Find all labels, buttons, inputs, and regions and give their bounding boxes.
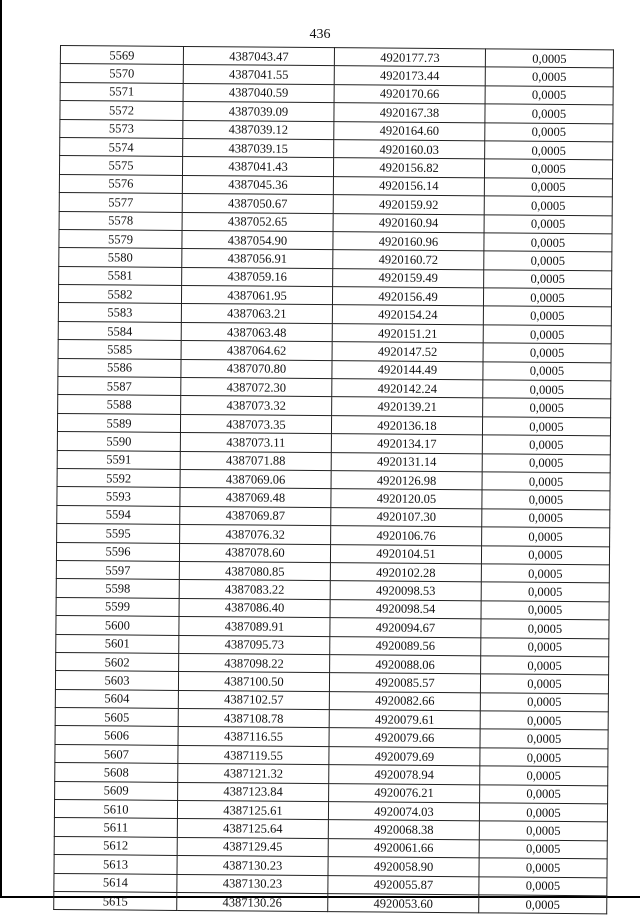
x-coordinate-cell: 4387083.22	[179, 580, 330, 600]
x-coordinate-cell: 4387125.61	[177, 800, 328, 820]
y-coordinate-cell: 4920098.53	[330, 581, 481, 601]
tolerance-cell: 0,0005	[485, 49, 613, 68]
point-number-cell: 5615	[54, 891, 177, 910]
point-number-cell: 5577	[59, 193, 182, 212]
tolerance-cell: 0,0005	[483, 398, 611, 417]
y-coordinate-cell: 4920160.03	[334, 140, 485, 160]
y-coordinate-cell: 4920068.38	[328, 820, 479, 840]
x-coordinate-cell: 4387129.45	[177, 837, 328, 857]
x-coordinate-cell: 4387073.32	[181, 396, 332, 416]
tolerance-cell: 0,0005	[482, 453, 610, 472]
y-coordinate-cell: 4920151.21	[332, 324, 483, 344]
y-coordinate-cell: 4920089.56	[330, 636, 481, 656]
y-coordinate-cell: 4920102.28	[330, 563, 481, 583]
tolerance-cell: 0,0005	[483, 325, 611, 344]
point-number-cell: 5590	[57, 432, 180, 451]
point-number-cell: 5593	[57, 487, 180, 506]
x-coordinate-cell: 4387119.55	[178, 745, 329, 765]
y-coordinate-cell: 4920088.06	[330, 655, 481, 675]
x-coordinate-cell: 4387040.59	[183, 83, 334, 103]
point-number-cell: 5609	[55, 781, 178, 800]
point-number-cell: 5605	[55, 708, 178, 727]
tolerance-cell: 0,0005	[485, 86, 613, 105]
point-number-cell: 5572	[60, 101, 183, 120]
point-number-cell: 5578	[59, 211, 182, 230]
point-number-cell: 5569	[60, 46, 183, 65]
y-coordinate-cell: 4920082.66	[329, 691, 480, 711]
point-number-cell: 5597	[56, 560, 179, 579]
y-coordinate-cell: 4920144.49	[332, 360, 483, 380]
x-coordinate-cell: 4387076.32	[180, 525, 331, 545]
y-coordinate-cell: 4920120.05	[331, 489, 482, 509]
x-coordinate-cell: 4387071.88	[180, 451, 331, 471]
x-coordinate-cell: 4387050.67	[182, 194, 333, 214]
tolerance-cell: 0,0005	[484, 233, 612, 252]
point-number-cell: 5598	[56, 579, 179, 598]
x-coordinate-cell: 4387095.73	[179, 635, 330, 655]
y-coordinate-cell: 4920156.14	[333, 176, 484, 196]
tolerance-cell: 0,0005	[480, 748, 608, 767]
tolerance-cell: 0,0005	[481, 656, 609, 675]
x-coordinate-cell: 4387041.43	[182, 157, 333, 177]
point-number-cell: 5582	[58, 285, 181, 304]
y-coordinate-cell: 4920147.52	[332, 342, 483, 362]
y-coordinate-cell: 4920098.54	[330, 599, 481, 619]
tolerance-cell: 0,0005	[485, 104, 613, 123]
y-coordinate-cell: 4920058.90	[328, 857, 479, 877]
tolerance-cell: 0,0005	[481, 582, 609, 601]
point-number-cell: 5608	[55, 763, 178, 782]
point-number-cell: 5574	[60, 137, 183, 156]
point-number-cell: 5580	[59, 248, 182, 267]
point-number-cell: 5587	[58, 377, 181, 396]
x-coordinate-cell: 4387070.80	[181, 359, 332, 379]
x-coordinate-cell: 4387121.32	[178, 764, 329, 784]
x-coordinate-cell: 4387108.78	[178, 709, 329, 729]
x-coordinate-cell: 4387059.16	[182, 267, 333, 287]
tolerance-cell: 0,0005	[480, 674, 608, 693]
tolerance-cell: 0,0005	[479, 858, 607, 877]
x-coordinate-cell: 4387072.30	[181, 377, 332, 397]
y-coordinate-cell: 4920076.21	[329, 783, 480, 803]
tolerance-cell: 0,0005	[484, 270, 612, 289]
x-coordinate-cell: 4387063.21	[181, 304, 332, 324]
tolerance-cell: 0,0005	[482, 435, 610, 454]
x-coordinate-cell: 4387130.23	[177, 856, 328, 876]
point-number-cell: 5594	[57, 505, 180, 524]
y-coordinate-cell: 4920173.44	[334, 66, 485, 86]
y-coordinate-cell: 4920159.92	[333, 195, 484, 215]
y-coordinate-cell: 4920160.96	[333, 232, 484, 252]
tolerance-cell: 0,0005	[485, 141, 613, 160]
tolerance-cell: 0,0005	[479, 821, 607, 840]
table-row	[54, 891, 607, 914]
y-coordinate-cell: 4920160.72	[333, 250, 484, 270]
tolerance-cell: 0,0005	[480, 729, 608, 748]
x-coordinate-cell: 4387098.22	[179, 653, 330, 673]
y-coordinate-cell: 4920156.82	[333, 158, 484, 178]
y-coordinate-cell: 4920074.03	[328, 802, 479, 822]
point-number-cell: 5611	[54, 818, 177, 837]
x-coordinate-cell: 4387043.47	[183, 46, 334, 66]
point-number-cell: 5570	[60, 64, 183, 83]
x-coordinate-cell: 4387063.48	[181, 322, 332, 342]
tolerance-cell: 0,0005	[484, 196, 612, 215]
point-number-cell: 5595	[57, 524, 180, 543]
x-coordinate-cell: 4387069.06	[180, 469, 331, 489]
point-number-cell: 5589	[57, 413, 180, 432]
tolerance-cell: 0,0005	[479, 803, 607, 822]
point-number-cell: 5588	[58, 395, 181, 414]
tolerance-cell: 0,0005	[481, 601, 609, 620]
x-coordinate-cell: 4387102.57	[178, 690, 329, 710]
x-coordinate-cell: 4387039.12	[183, 120, 334, 140]
x-coordinate-cell: 4387069.48	[180, 488, 331, 508]
point-number-cell: 5573	[60, 119, 183, 138]
point-number-cell: 5592	[57, 468, 180, 487]
coordinates-table-body	[54, 46, 614, 915]
tolerance-cell: 0,0005	[484, 178, 612, 197]
y-coordinate-cell: 4920085.57	[329, 673, 480, 693]
y-coordinate-cell: 4920139.21	[332, 397, 483, 417]
y-coordinate-cell: 4920131.14	[331, 452, 482, 472]
tolerance-cell: 0,0005	[480, 711, 608, 730]
tolerance-cell: 0,0005	[483, 361, 611, 380]
x-coordinate-cell: 4387086.40	[179, 598, 330, 618]
tolerance-cell: 0,0005	[479, 876, 607, 895]
y-coordinate-cell: 4920160.94	[333, 213, 484, 233]
y-coordinate-cell: 4920159.49	[333, 268, 484, 288]
tolerance-cell: 0,0005	[481, 564, 609, 583]
x-coordinate-cell: 4387130.23	[177, 874, 328, 894]
point-number-cell: 5600	[56, 616, 179, 635]
point-number-cell: 5586	[58, 358, 181, 377]
y-coordinate-cell: 4920154.24	[332, 305, 483, 325]
x-coordinate-cell: 4387080.85	[179, 561, 330, 581]
y-coordinate-cell: 4920104.51	[330, 544, 481, 564]
y-coordinate-cell: 4920134.17	[331, 434, 482, 454]
tolerance-cell: 0,0005	[484, 251, 612, 270]
tolerance-cell: 0,0005	[480, 766, 608, 785]
x-coordinate-cell: 4387073.35	[180, 414, 331, 434]
y-coordinate-cell: 4920136.18	[331, 415, 482, 435]
y-coordinate-cell: 4920079.66	[329, 728, 480, 748]
tolerance-cell: 0,0005	[482, 417, 610, 436]
point-number-cell: 5614	[54, 873, 177, 892]
y-coordinate-cell: 4920055.87	[328, 875, 479, 895]
x-coordinate-cell: 4387039.15	[183, 138, 334, 158]
tolerance-cell: 0,0005	[484, 214, 612, 233]
y-coordinate-cell: 4920167.38	[334, 103, 485, 123]
y-coordinate-cell: 4920079.61	[329, 710, 480, 730]
point-number-cell: 5581	[59, 266, 182, 285]
point-number-cell: 5610	[54, 799, 177, 818]
y-coordinate-cell: 4920053.60	[328, 894, 479, 914]
tolerance-cell: 0,0005	[481, 545, 609, 564]
x-coordinate-cell: 4387041.55	[183, 65, 334, 85]
x-coordinate-cell: 4387116.55	[178, 727, 329, 747]
tolerance-cell: 0,0005	[484, 159, 612, 178]
y-coordinate-cell: 4920156.49	[332, 287, 483, 307]
x-coordinate-cell: 4387078.60	[179, 543, 330, 563]
x-coordinate-cell: 4387123.84	[178, 782, 329, 802]
point-number-cell: 5613	[54, 855, 177, 874]
y-coordinate-cell: 4920078.94	[329, 765, 480, 785]
point-number-cell: 5584	[58, 321, 181, 340]
x-coordinate-cell: 4387061.95	[181, 286, 332, 306]
tolerance-cell: 0,0005	[482, 527, 610, 546]
tolerance-cell: 0,0005	[485, 67, 613, 86]
scan-left-edge	[0, 0, 2, 898]
point-number-cell: 5601	[56, 634, 179, 653]
y-coordinate-cell: 4920094.67	[330, 618, 481, 638]
x-coordinate-cell: 4387100.50	[178, 672, 329, 692]
y-coordinate-cell: 4920079.69	[329, 746, 480, 766]
x-coordinate-cell: 4387064.62	[181, 341, 332, 361]
y-coordinate-cell: 4920142.24	[332, 379, 483, 399]
tolerance-cell: 0,0005	[481, 637, 609, 656]
point-number-cell: 5591	[57, 450, 180, 469]
tolerance-cell: 0,0005	[485, 122, 613, 141]
tolerance-cell: 0,0005	[481, 619, 609, 638]
point-number-cell: 5606	[55, 726, 178, 745]
point-number-cell: 5607	[55, 744, 178, 763]
x-coordinate-cell: 4387130.26	[177, 892, 328, 912]
y-coordinate-cell: 4920177.73	[334, 48, 485, 68]
x-coordinate-cell: 4387052.65	[182, 212, 333, 232]
tolerance-cell: 0,0005	[482, 509, 610, 528]
x-coordinate-cell: 4387073.11	[180, 433, 331, 453]
point-number-cell: 5599	[56, 597, 179, 616]
point-number-cell: 5602	[56, 652, 179, 671]
x-coordinate-cell: 4387125.64	[177, 819, 328, 839]
y-coordinate-cell: 4920106.76	[331, 526, 482, 546]
point-number-cell: 5571	[60, 82, 183, 101]
y-coordinate-cell: 4920107.30	[331, 507, 482, 527]
tolerance-cell: 0,0005	[482, 472, 610, 491]
point-number-cell: 5575	[59, 156, 182, 175]
x-coordinate-cell: 4387056.91	[182, 249, 333, 269]
y-coordinate-cell: 4920061.66	[328, 838, 479, 858]
x-coordinate-cell: 4387089.91	[179, 617, 330, 637]
point-number-cell: 5576	[59, 174, 182, 193]
tolerance-cell: 0,0005	[483, 288, 611, 307]
y-coordinate-cell: 4920126.98	[331, 471, 482, 491]
x-coordinate-cell: 4387054.90	[182, 230, 333, 250]
tolerance-cell: 0,0005	[480, 784, 608, 803]
point-number-cell: 5579	[59, 229, 182, 248]
point-number-cell: 5603	[55, 671, 178, 690]
tolerance-cell: 0,0005	[483, 380, 611, 399]
x-coordinate-cell: 4387045.36	[182, 175, 333, 195]
point-number-cell: 5585	[58, 340, 181, 359]
point-number-cell: 5604	[55, 689, 178, 708]
tolerance-cell: 0,0005	[483, 343, 611, 362]
tolerance-cell: 0,0005	[480, 692, 608, 711]
x-coordinate-cell: 4387039.09	[183, 102, 334, 122]
point-number-cell: 5612	[54, 836, 177, 855]
tolerance-cell: 0,0005	[482, 490, 610, 509]
x-coordinate-cell: 4387069.87	[180, 506, 331, 526]
tolerance-cell: 0,0005	[483, 306, 611, 325]
coordinates-table	[54, 45, 614, 912]
y-coordinate-cell: 4920164.60	[334, 121, 485, 141]
tolerance-cell: 0,0005	[479, 895, 607, 914]
point-number-cell: 5596	[56, 542, 179, 561]
y-coordinate-cell: 4920170.66	[334, 84, 485, 104]
point-number-cell: 5583	[58, 303, 181, 322]
page-number: 436	[309, 27, 331, 42]
tolerance-cell: 0,0005	[479, 840, 607, 859]
